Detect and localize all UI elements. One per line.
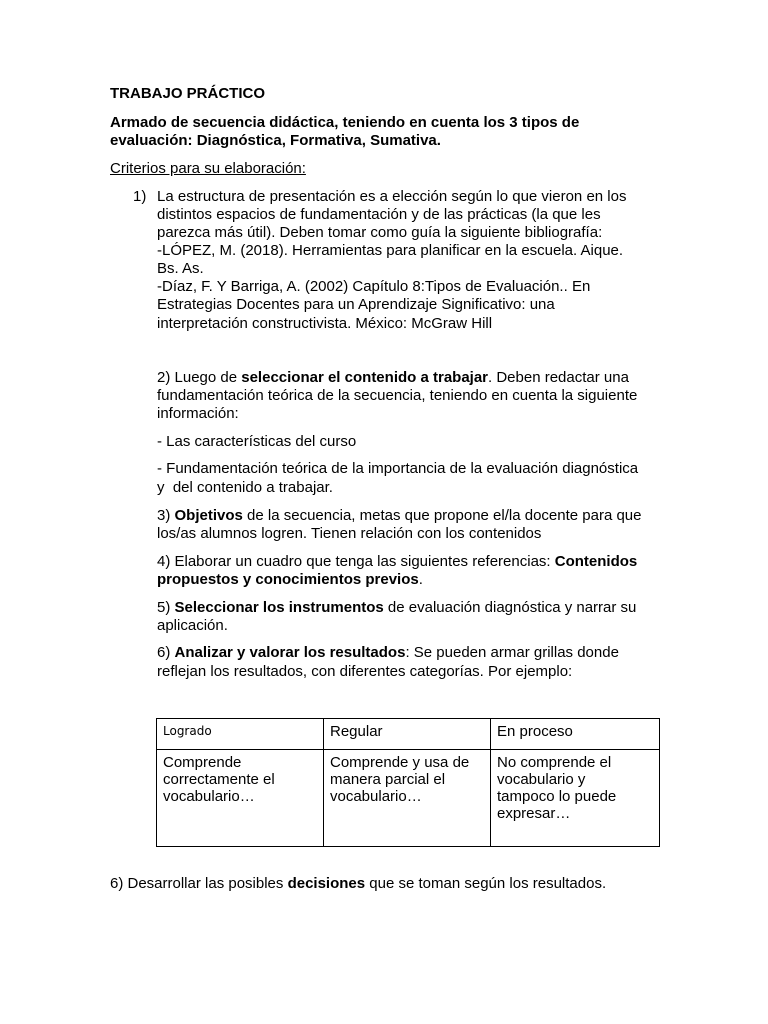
grid-cell-line: tampoco lo puede [497, 788, 617, 805]
grid-cell-regular [324, 750, 491, 847]
grid-header-row [157, 719, 660, 750]
item-3-bold: Objetivos [174, 507, 243, 524]
item-3-prefix: 3) [157, 507, 175, 524]
item-5-suffix: de evaluación diagnóstica y narrar su [383, 599, 637, 616]
grid-cell-line: Comprende y usa de [330, 754, 470, 771]
criteria-heading: Criterios para su elaboración: [110, 160, 306, 177]
grid-cell-line: vocabulario… [330, 788, 422, 805]
item-decisions [110, 875, 606, 893]
bullet-course-characteristics: - Las características del curso [157, 433, 357, 450]
grid-header-cell: Logrado [157, 719, 324, 750]
grid-cell-line: Comprende [163, 754, 242, 771]
item-5-line-1 [157, 599, 636, 617]
grid-header-cell: En proceso [491, 719, 660, 750]
item-4-line-1 [157, 553, 637, 571]
item-5-line-2: aplicación. [157, 617, 228, 634]
item-5-prefix: 5) [157, 599, 175, 616]
grid-cell-line: vocabulario y [497, 771, 586, 788]
grid-cell-line: vocabulario… [163, 788, 255, 805]
item-2-bold: seleccionar el contenido a trabajar [241, 369, 489, 386]
item-1-line: distintos espacios de fundamentación y de las prácticas (la que les [157, 206, 601, 223]
grid-cell-line: manera parcial el [330, 771, 446, 788]
item-1-line: interpretación constructivista. México: McGraw Hill [157, 315, 493, 332]
item-4-prefix: 4) Elaborar un cuadro que tenga las siguientes referencias: [157, 553, 555, 570]
item-1-line: Estrategias Docentes para un Aprendizaje Significativo: una [157, 296, 555, 313]
grid-body-row [157, 750, 660, 847]
grid-cell-line: correctamente el [163, 771, 275, 788]
item-2-line-1 [157, 369, 629, 387]
item-6-line-2: reflejan los resultados, con diferentes categorías. Por ejemplo: [157, 663, 573, 680]
item-4-bold-2: propuestos y conocimientos previos [157, 571, 419, 588]
item-decisions-suffix: que se toman según los resultados. [365, 875, 607, 892]
item-1-line: -Díaz, F. Y Barriga, A. (2002) Capítulo 8:Tipos de Evaluación.. En [157, 278, 591, 295]
item-6-bold: Analizar y valorar los resultados [174, 644, 406, 661]
bullet-foundation-line-1: - Fundamentación teórica de la importancia de la evaluación diagnóstica [157, 460, 639, 477]
grid-cell-logrado [157, 750, 324, 847]
item-4-line-2 [157, 571, 423, 589]
grid-cell-line: No comprende el [497, 754, 612, 771]
item-1-number: 1) [133, 188, 147, 205]
bullet-foundation-line-2: y del contenido a trabajar. [157, 479, 333, 496]
item-1-line: Bs. As. [157, 260, 204, 277]
subtitle-line-1: Armado de secuencia didáctica, teniendo en cuenta los 3 tipos de [110, 114, 580, 131]
item-2-suffix: . Deben redactar una [488, 369, 629, 386]
item-decisions-bold: decisiones [287, 875, 366, 892]
item-3-line-2: los/as alumnos logren. Tienen relación con los contenidos [157, 525, 542, 542]
item-4-bold-1: Contenidos [554, 553, 638, 570]
page-title: TRABAJO PRÁCTICO [110, 85, 266, 102]
item-1-line: parezca más útil). Deben tomar como guía la siguiente bibliografía: [157, 224, 603, 241]
subtitle-line-2: evaluación: Diagnóstica, Formativa, Sumativa. [110, 132, 441, 149]
item-3-suffix: de la secuencia, metas que propone el/la docente para que [242, 507, 642, 524]
item-2-prefix: 2) Luego de [157, 369, 242, 386]
grid-header-cell: Regular [324, 719, 491, 750]
item-6-suffix: : Se pueden armar grillas donde [405, 644, 619, 661]
grid-cell-en-proceso [491, 750, 660, 847]
item-decisions-prefix: 6) Desarrollar las posibles [110, 875, 288, 892]
item-2-line-2: fundamentación teórica de la secuencia, teniendo en cuenta la siguiente [157, 387, 638, 404]
item-4-suffix: . [418, 571, 423, 588]
item-1-line: La estructura de presentación es a elección según lo que vieron en los [157, 188, 627, 205]
grid-cell-line: expresar… [497, 805, 571, 822]
results-grid [156, 718, 660, 847]
item-1-line: -LÓPEZ, M. (2018). Herramientas para planificar en la escuela. Aique. [157, 242, 624, 259]
item-5-bold: Seleccionar los instrumentos [174, 599, 384, 616]
item-2-line-3: información: [157, 405, 239, 422]
item-3-line-1 [157, 507, 642, 525]
item-6-prefix: 6) [157, 644, 175, 661]
item-6-line-1 [157, 644, 619, 662]
